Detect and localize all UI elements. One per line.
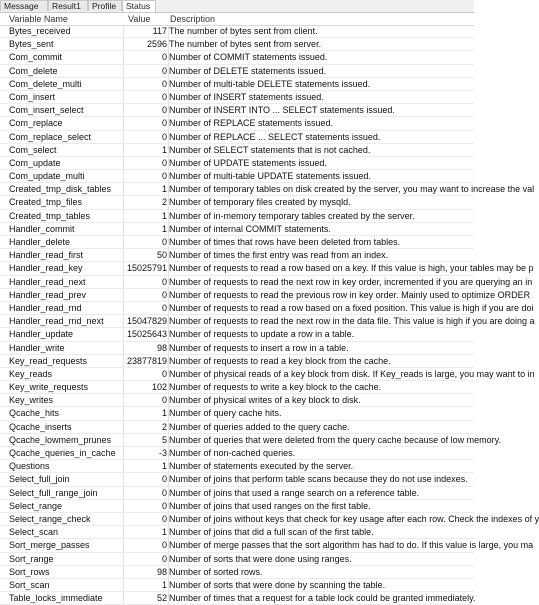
column-divider	[123, 276, 124, 288]
description-cell[interactable]: Number of requests to write a key block to the cache.	[169, 382, 382, 393]
value-cell[interactable]: 0	[161, 157, 167, 168]
column-divider	[168, 500, 169, 512]
column-divider	[123, 513, 124, 525]
table-row[interactable]	[0, 500, 474, 513]
table-row[interactable]	[0, 78, 474, 91]
column-divider	[168, 460, 169, 472]
column-divider	[123, 210, 124, 222]
column-divider	[168, 262, 169, 274]
description-cell[interactable]: Number of requests to read a key block from the cache.	[169, 355, 391, 366]
column-divider	[168, 157, 169, 169]
description-cell[interactable]: Number of REPLACE ... SELECT statements issued.	[169, 131, 381, 142]
column-divider	[123, 566, 124, 578]
description-cell[interactable]: Number of non-cached queries.	[169, 448, 296, 458]
table-row[interactable]	[0, 328, 474, 341]
description-cell[interactable]: Number of merge passes that the sort algorithm has had to do. If this value is large, you ma	[169, 540, 534, 551]
tab-profile[interactable]: Profile	[88, 0, 122, 11]
value-cell[interactable]: 0	[161, 171, 167, 182]
description-cell[interactable]: Number of query cache hits.	[169, 408, 282, 419]
table-row[interactable]	[0, 434, 501, 447]
value-cell[interactable]: 1	[161, 184, 167, 195]
grid-body	[0, 25, 539, 605]
description-cell[interactable]: Number of requests to read the next row in the data file. This value is high if you are doing a	[169, 316, 535, 327]
value-cell[interactable]: 0	[161, 91, 167, 102]
description-cell[interactable]: Number of requests to read the previous row in key order. Mainly used to optimize ORDER	[169, 289, 531, 300]
table-row[interactable]	[0, 131, 474, 144]
variable-name-cell[interactable]: Handler_read_prev	[9, 289, 87, 300]
column-divider	[123, 592, 124, 604]
value-cell[interactable]: 0	[161, 105, 167, 116]
column-divider	[123, 355, 124, 367]
column-divider	[168, 236, 169, 248]
column-divider	[168, 342, 169, 354]
column-divider	[168, 592, 169, 604]
variable-name-cell[interactable]: Handler_update	[9, 329, 74, 340]
variable-name-cell[interactable]: Select_full_join	[9, 474, 70, 485]
value-cell[interactable]: 0	[161, 118, 167, 129]
value-cell[interactable]: 0	[161, 131, 167, 142]
value-cell[interactable]: 117	[152, 26, 167, 36]
column-header-description[interactable]: Description	[170, 14, 216, 24]
description-cell[interactable]: The number of bytes sent from server.	[169, 39, 322, 50]
description-cell[interactable]: Number of times that a request for a table lock could be granted immediately.	[169, 593, 476, 604]
column-divider	[168, 289, 169, 301]
table-row[interactable]	[0, 513, 539, 526]
description-cell[interactable]: Number of joins that did a full scan of the first table.	[169, 527, 374, 538]
value-cell[interactable]: 0	[161, 540, 167, 551]
column-divider	[168, 473, 169, 485]
column-divider	[123, 526, 124, 538]
column-divider	[123, 381, 124, 393]
variable-name-cell[interactable]: Created_tmp_tables	[9, 210, 91, 221]
value-cell[interactable]: 0	[161, 78, 167, 89]
table-row[interactable]	[0, 65, 474, 78]
description-cell[interactable]: Number of joins that perform table scans because they do not use indexes.	[169, 474, 468, 485]
variable-name-cell[interactable]: Com_update_multi	[9, 171, 85, 182]
column-divider	[168, 381, 169, 393]
column-divider	[123, 157, 124, 169]
column-divider	[123, 447, 124, 459]
column-divider	[168, 183, 169, 195]
description-cell[interactable]: Number of sorts that were done by scanning the table.	[169, 579, 386, 590]
description-cell[interactable]: Number of temporary tables on disk created by the server, you may want to increase the val	[169, 184, 535, 195]
column-divider	[168, 526, 169, 538]
value-cell[interactable]: 15025791	[126, 263, 167, 274]
description-cell[interactable]: Number of temporary files created by mysqld.	[169, 197, 351, 208]
column-divider	[123, 473, 124, 485]
table-row[interactable]	[0, 302, 534, 315]
variable-name-cell[interactable]: Handler_delete	[9, 237, 71, 247]
description-cell[interactable]: Number of physical reads of a key block from disk. If Key_reads is large, you may want to in	[169, 368, 535, 379]
description-cell[interactable]: Number of sorts that were done using ranges.	[169, 553, 352, 564]
variable-name-cell[interactable]: Key_read_requests	[9, 355, 88, 366]
table-row[interactable]	[0, 381, 474, 394]
value-cell[interactable]: 52	[156, 593, 167, 604]
column-divider	[168, 65, 169, 77]
table-row[interactable]	[0, 289, 531, 302]
column-divider	[123, 78, 124, 90]
table-row[interactable]	[0, 342, 474, 355]
description-cell[interactable]: Number of COMMIT statements issued.	[169, 52, 328, 63]
value-cell[interactable]: 0	[161, 52, 167, 63]
variable-name-cell[interactable]: Com_insert_select	[9, 105, 84, 116]
table-row[interactable]	[0, 117, 474, 130]
variable-name-cell[interactable]: Com_replace	[9, 118, 63, 129]
value-cell[interactable]: 2	[161, 197, 167, 208]
column-divider	[168, 51, 169, 63]
variable-name-cell[interactable]: Sort_merge_passes	[9, 540, 90, 551]
column-divider	[123, 421, 124, 433]
variable-name-cell[interactable]: Key_writes	[9, 395, 54, 406]
table-row[interactable]	[0, 487, 474, 500]
variable-name-cell[interactable]: Com_insert	[9, 91, 56, 102]
column-divider	[168, 434, 169, 446]
variable-name-cell[interactable]: Key_write_requests	[9, 382, 89, 393]
tab-result1[interactable]: Result1	[48, 0, 88, 11]
variable-name-cell[interactable]: Sort_scan	[9, 579, 50, 590]
table-row[interactable]	[0, 592, 474, 605]
value-cell[interactable]: 0	[161, 237, 167, 247]
variable-name-cell[interactable]: Table_locks_immediate	[9, 593, 103, 604]
column-divider	[168, 302, 169, 314]
column-divider	[123, 553, 124, 565]
column-divider	[123, 196, 124, 208]
variable-name-cell[interactable]: Handler_read_rnd	[9, 302, 82, 313]
tab-message[interactable]: Message	[0, 0, 48, 11]
table-row[interactable]	[0, 38, 474, 51]
column-divider	[123, 434, 124, 446]
description-cell[interactable]: Number of in-memory temporary tables created by the server.	[169, 210, 415, 221]
description-cell[interactable]: Number of joins without keys that check for key usage after each row. Check the indexes of y	[169, 513, 539, 524]
column-divider	[123, 539, 124, 551]
variable-name-cell[interactable]: Com_update	[9, 157, 61, 168]
variable-name-cell[interactable]: Key_reads	[9, 368, 53, 379]
table-row[interactable]	[0, 236, 474, 249]
column-divider	[168, 25, 169, 37]
variable-name-cell[interactable]: Select_range	[9, 500, 63, 511]
description-cell[interactable]: Number of DELETE statements issued.	[169, 65, 327, 76]
variable-name-cell[interactable]: Bytes_received	[9, 26, 71, 36]
column-divider	[123, 315, 124, 327]
variable-name-cell[interactable]: Com_commit	[9, 52, 63, 63]
column-divider	[123, 25, 124, 37]
variable-name-cell[interactable]: Com_delete	[9, 65, 58, 76]
variable-name-cell[interactable]: Select_full_range_join	[9, 487, 98, 498]
table-row[interactable]	[0, 447, 474, 460]
value-cell[interactable]: 15047829	[126, 316, 167, 327]
column-divider	[168, 553, 169, 565]
table-row[interactable]	[0, 157, 474, 170]
table-row[interactable]	[0, 421, 474, 434]
description-cell[interactable]: Number of queries that were deleted from the query cache because of low memory.	[169, 434, 501, 445]
variable-name-cell[interactable]: Handler_read_rnd_next	[9, 316, 104, 327]
description-cell[interactable]: Number of INSERT INTO ... SELECT statements issued.	[169, 105, 395, 116]
column-divider	[123, 328, 124, 340]
column-divider	[168, 170, 169, 182]
value-cell[interactable]: 98	[156, 566, 167, 577]
value-cell[interactable]: 5	[161, 434, 167, 445]
column-divider	[168, 579, 169, 591]
variable-name-cell[interactable]: Questions	[9, 461, 50, 472]
description-cell[interactable]: Number of physical writes of a key block to disk.	[169, 395, 361, 406]
description-cell[interactable]: Number of times that rows have been deleted from tables.	[169, 237, 401, 247]
description-cell[interactable]: Number of sorted rows.	[169, 566, 263, 577]
column-divider	[123, 183, 124, 195]
table-row[interactable]	[0, 170, 474, 183]
variable-name-cell[interactable]: Sort_range	[9, 553, 54, 564]
table-row[interactable]	[0, 368, 535, 381]
value-cell[interactable]: 0	[161, 513, 167, 524]
table-row[interactable]	[0, 315, 535, 328]
description-cell[interactable]: Number of requests to read the next row in key order, incremented if you are querying an in	[169, 276, 533, 287]
value-cell[interactable]: 0	[161, 368, 167, 379]
description-cell[interactable]: Number of joins that used a range search on a reference table.	[169, 487, 420, 498]
description-cell[interactable]: Number of SELECT statements that is not cached.	[169, 144, 371, 155]
description-cell[interactable]: Number of queries added to the query cache.	[169, 421, 350, 432]
tab-status[interactable]: Status	[122, 0, 156, 12]
column-divider	[123, 131, 124, 143]
column-divider	[123, 289, 124, 301]
column-divider	[123, 579, 124, 591]
value-cell[interactable]: 0	[161, 276, 167, 287]
column-divider	[168, 487, 169, 499]
description-cell[interactable]: Number of REPLACE statements issued.	[169, 118, 334, 129]
variable-name-cell[interactable]: Sort_rows	[9, 566, 50, 577]
table-row[interactable]	[0, 276, 533, 289]
column-divider	[123, 51, 124, 63]
table-row[interactable]	[0, 104, 474, 117]
description-cell[interactable]: Number of requests to read a row based on a fixed position. This value is high if you are doi	[169, 302, 534, 313]
description-cell[interactable]: Number of INSERT statements issued.	[169, 91, 324, 102]
variable-name-cell[interactable]: Created_tmp_files	[9, 197, 83, 208]
column-header-variable-name[interactable]: Variable Name	[9, 14, 68, 24]
column-divider	[168, 447, 169, 459]
column-divider	[123, 236, 124, 248]
description-cell[interactable]: Number of requests to insert a row in a table.	[169, 342, 349, 353]
column-divider	[168, 539, 169, 551]
column-divider	[168, 144, 169, 156]
column-divider	[123, 38, 124, 50]
value-cell[interactable]: 0	[161, 395, 167, 406]
table-row[interactable]	[0, 25, 474, 38]
column-divider	[168, 407, 169, 419]
column-divider	[168, 117, 169, 129]
variable-name-cell[interactable]: Select_scan	[9, 527, 59, 538]
column-divider	[123, 223, 124, 235]
table-row[interactable]	[0, 526, 474, 539]
column-divider	[123, 144, 124, 156]
value-cell[interactable]: 1	[161, 527, 167, 538]
description-cell[interactable]: The number of bytes sent from client.	[169, 26, 318, 36]
variable-name-cell[interactable]: Handler_write	[9, 342, 65, 353]
column-divider	[168, 368, 169, 380]
column-divider	[123, 117, 124, 129]
column-divider	[168, 315, 169, 327]
column-divider	[123, 394, 124, 406]
value-cell[interactable]: 23877819	[126, 355, 167, 366]
table-row[interactable]	[0, 196, 474, 209]
variable-name-cell[interactable]: Handler_commit	[9, 223, 75, 234]
variable-name-cell[interactable]: Select_range_check	[9, 513, 91, 524]
column-divider	[168, 104, 169, 116]
column-divider	[123, 104, 124, 116]
column-divider	[123, 487, 124, 499]
table-row[interactable]	[0, 223, 474, 236]
table-row[interactable]	[0, 355, 474, 368]
column-divider	[168, 91, 169, 103]
column-divider	[168, 223, 169, 235]
column-divider	[168, 566, 169, 578]
column-divider	[123, 500, 124, 512]
value-cell[interactable]: 0	[161, 487, 167, 498]
column-divider	[123, 91, 124, 103]
value-cell[interactable]: 0	[161, 553, 167, 564]
value-cell[interactable]: 50	[156, 250, 167, 261]
value-cell[interactable]: -3	[158, 448, 167, 458]
value-cell[interactable]: 0	[161, 500, 167, 511]
value-cell[interactable]: 15025643	[126, 329, 167, 340]
table-row[interactable]	[0, 249, 474, 262]
column-divider	[123, 262, 124, 274]
value-cell[interactable]: 0	[161, 474, 167, 485]
value-cell[interactable]: 1	[161, 408, 167, 419]
column-divider	[168, 78, 169, 90]
column-divider	[123, 342, 124, 354]
value-cell[interactable]: 98	[156, 342, 167, 353]
column-header-value[interactable]: Value	[128, 14, 151, 24]
value-cell[interactable]: 0	[161, 65, 167, 76]
description-cell[interactable]: Number of requests to read a row based on a key. If this value is high, your tables may be p	[169, 263, 534, 274]
table-row[interactable]	[0, 473, 474, 486]
description-cell[interactable]: Number of joins that used ranges on the first table.	[169, 500, 371, 511]
table-row[interactable]	[0, 553, 474, 566]
column-divider	[168, 328, 169, 340]
description-cell[interactable]: Number of statements executed by the server.	[169, 461, 354, 472]
column-divider	[168, 355, 169, 367]
column-divider	[168, 38, 169, 50]
description-cell[interactable]: Number of internal COMMIT statements.	[169, 223, 331, 234]
column-divider	[168, 394, 169, 406]
column-divider	[168, 421, 169, 433]
column-divider	[123, 249, 124, 261]
variable-name-cell[interactable]: Created_tmp_disk_tables	[9, 184, 112, 195]
variable-name-cell[interactable]: Handler_read_first	[9, 250, 84, 261]
value-cell[interactable]: 2596	[146, 39, 167, 50]
description-cell[interactable]: Number of multi-table DELETE statements issued.	[169, 78, 371, 89]
table-row[interactable]	[0, 539, 534, 552]
table-row[interactable]	[0, 460, 474, 473]
column-divider	[168, 131, 169, 143]
value-cell[interactable]: 0	[161, 289, 167, 300]
value-cell[interactable]: 2	[161, 421, 167, 432]
variable-name-cell[interactable]: Handler_read_next	[9, 276, 86, 287]
description-cell[interactable]: Number of UPDATE statements issued.	[169, 157, 327, 168]
variable-name-cell[interactable]: Qcache_lowmem_prunes	[9, 434, 112, 445]
column-divider	[168, 196, 169, 208]
value-cell[interactable]: 1	[161, 461, 167, 472]
value-cell[interactable]: 1	[161, 210, 167, 221]
column-divider	[123, 65, 124, 77]
column-divider	[168, 513, 169, 525]
column-divider	[123, 170, 124, 182]
table-row[interactable]	[0, 262, 534, 275]
table-row[interactable]	[0, 579, 474, 592]
column-divider	[123, 368, 124, 380]
column-divider	[123, 460, 124, 472]
column-divider	[168, 249, 169, 261]
value-cell[interactable]: 102	[151, 382, 167, 393]
variable-name-cell[interactable]: Com_replace_select	[9, 131, 92, 142]
column-divider	[168, 276, 169, 288]
description-cell[interactable]: Number of requests to update a row in a table.	[169, 329, 355, 340]
table-row[interactable]	[0, 51, 474, 64]
table-row[interactable]	[0, 394, 474, 407]
table-row[interactable]	[0, 144, 474, 157]
variable-name-cell[interactable]: Handler_read_key	[9, 263, 83, 274]
description-cell[interactable]: Number of multi-table UPDATE statements issued.	[169, 171, 371, 182]
variable-name-cell[interactable]: Qcache_inserts	[9, 421, 72, 432]
description-cell[interactable]: Number of times the first entry was read from an index.	[169, 250, 389, 261]
column-divider	[168, 210, 169, 222]
value-cell[interactable]: 0	[161, 302, 167, 313]
variable-name-cell[interactable]: Com_select	[9, 144, 57, 155]
table-row[interactable]	[0, 183, 535, 196]
column-divider	[123, 407, 124, 419]
column-divider	[123, 302, 124, 314]
result-tab-bar	[0, 0, 474, 13]
table-row[interactable]	[0, 407, 474, 420]
variable-name-cell[interactable]: Qcache_hits	[9, 408, 60, 419]
variable-name-cell[interactable]: Qcache_queries_in_cache	[9, 448, 116, 458]
value-cell[interactable]: 1	[161, 579, 167, 590]
variable-name-cell[interactable]: Bytes_sent	[9, 39, 54, 50]
variable-name-cell[interactable]: Com_delete_multi	[9, 78, 82, 89]
value-cell[interactable]: 1	[161, 223, 167, 234]
value-cell[interactable]: 1	[161, 144, 167, 155]
table-row[interactable]	[0, 91, 474, 104]
table-row[interactable]	[0, 210, 474, 223]
table-row[interactable]	[0, 566, 474, 579]
